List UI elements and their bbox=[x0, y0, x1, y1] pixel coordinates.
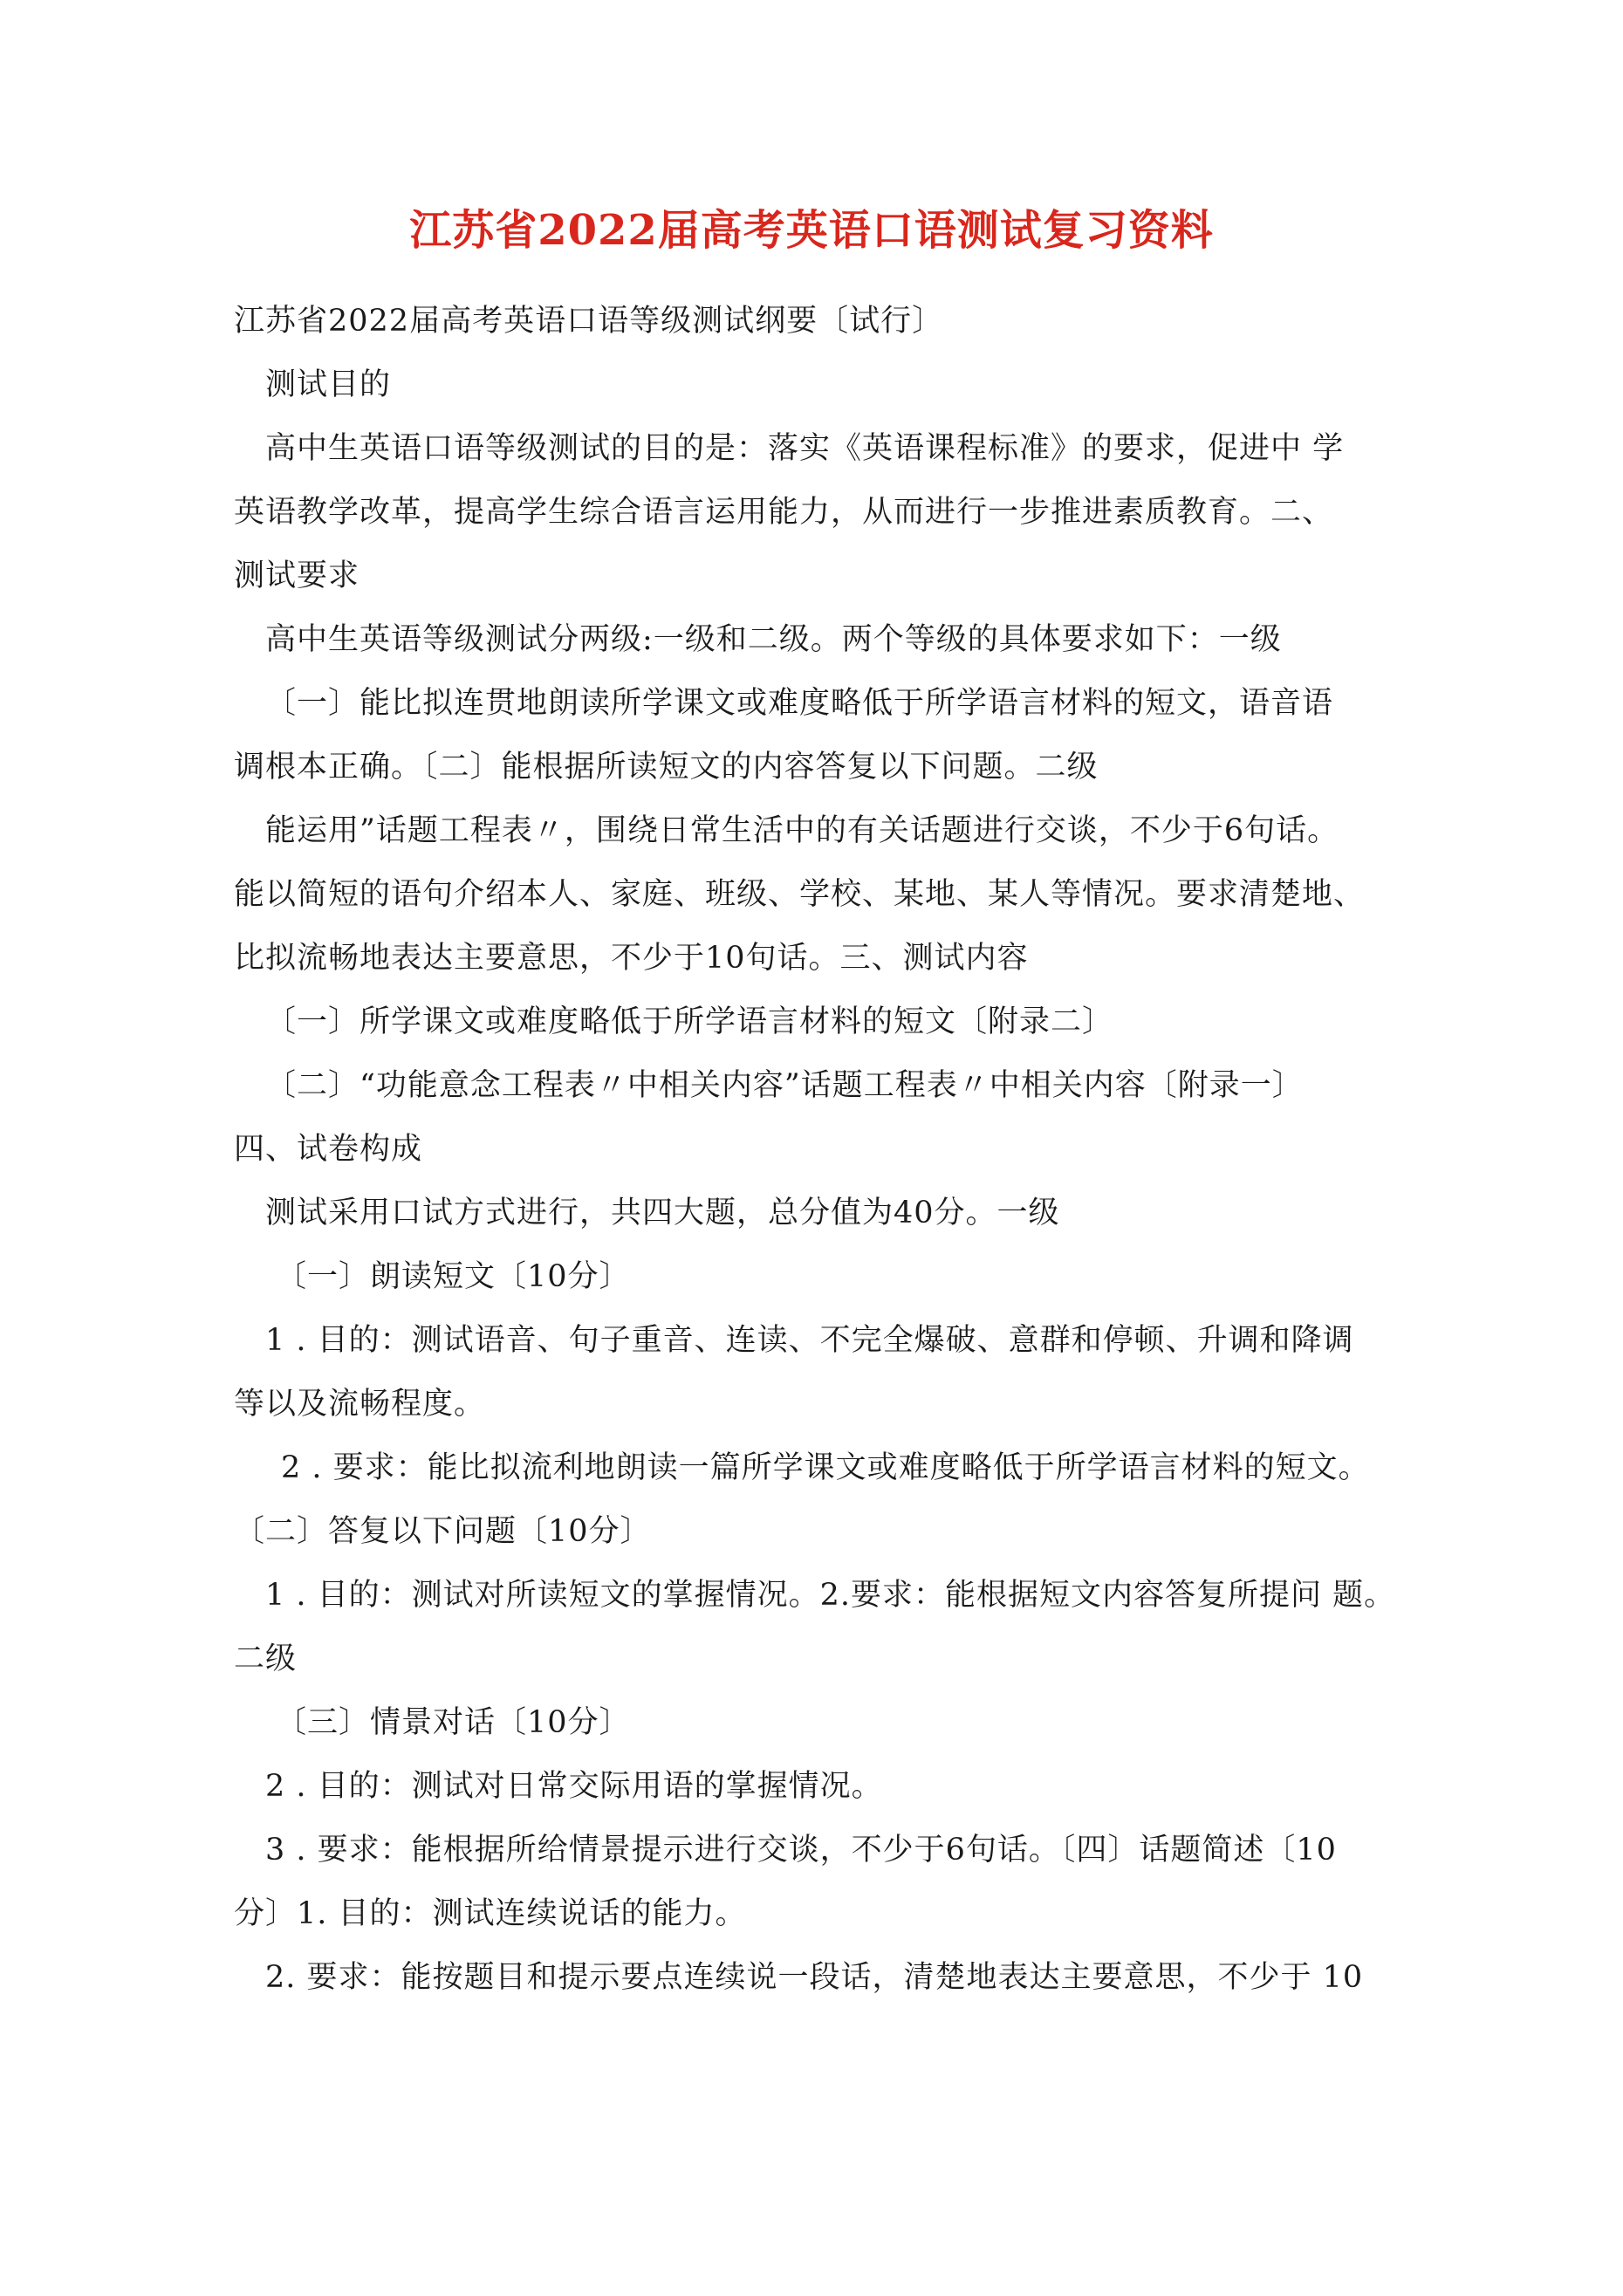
paragraph-line: 等以及流畅程度。 bbox=[234, 1387, 486, 1422]
document-title: 江苏省2022届高考英语口语测试复习资料 bbox=[409, 206, 1214, 255]
paragraph-line: 1 . 目的：测试语音、句子重音、连读、不完全爆破、意群和停顿、升调和降调 bbox=[265, 1323, 1354, 1358]
paragraph-line: 2. 要求：能按题目和提示要点连续说一段话，清楚地表达主要意思，不少于 10 bbox=[265, 1960, 1364, 1995]
paragraph-line: 2 . 目的：测试对日常交际用语的掌握情况。 bbox=[265, 1769, 883, 1804]
paragraph-line: 〔二〕答复以下问题〔10分〕 bbox=[234, 1514, 652, 1549]
paragraph-line: 四、试卷构成 bbox=[234, 1132, 423, 1167]
paragraph-line: 能运用”话题工程表〃，围绕日常生活中的有关话题进行交谈，不少于6句话。 bbox=[265, 813, 1339, 848]
paragraph-line: 测试目的 bbox=[265, 367, 392, 402]
paragraph-line: 3 . 要求：能根据所给情景提示进行交谈，不少于6句话。〔四〕话题简述〔10 bbox=[265, 1833, 1337, 1868]
paragraph-line: 〔一〕所学课文或难度略低于所学语言材料的短文〔附录二〕 bbox=[265, 1004, 1114, 1039]
paragraph-line: 能以简短的语句介绍本人、家庭、班级、学校、某地、某人等情况。要求清楚地、 bbox=[234, 877, 1366, 912]
paragraph-line: 〔一〕能比拟连贯地朗读所学课文或难度略低于所学语言材料的短文，语音语 bbox=[265, 686, 1334, 721]
paragraph-line: 高中生英语等级测试分两级:一级和二级。两个等级的具体要求如下：一级 bbox=[265, 622, 1282, 657]
paragraph-line: 比拟流畅地表达主要意思，不少于10句话。三、测试内容 bbox=[234, 941, 1029, 976]
paragraph-line: 测试采用口试方式进行，共四大题，总分值为40分。一级 bbox=[265, 1196, 1060, 1230]
paragraph-line: 英语教学改革，提高学生综合语言运用能力，从而进行一步推进素质教育。二、 bbox=[234, 495, 1334, 530]
paragraph-line: 江苏省2022届高考英语口语等级测试纲要〔试行〕 bbox=[234, 304, 944, 339]
document-body bbox=[234, 295, 1421, 2015]
paragraph-line: 2 . 要求：能比拟流利地朗读一篇所学课文或难度略低于所学语言材料的短文。 bbox=[281, 1450, 1370, 1485]
paragraph-line: 高中生英语口语等级测试的目的是：落实《英语课程标准》的要求，促进中 学 bbox=[265, 431, 1345, 466]
paragraph-line: 二级 bbox=[234, 1641, 298, 1676]
paragraph-line: 调根本正确。〔二〕能根据所读短文的内容答复以下问题。二级 bbox=[234, 750, 1099, 785]
paragraph-line: 〔一〕朗读短文〔10分〕 bbox=[276, 1259, 631, 1294]
paragraph-line: 1 . 目的：测试对所读短文的掌握情况。2.要求：能根据短文内容答复所提问 题。 bbox=[265, 1578, 1396, 1613]
paragraph-line: 分〕1. 目的：测试连续说话的能力。 bbox=[234, 1896, 747, 1931]
paragraph-line: 〔三〕情景对话〔10分〕 bbox=[276, 1705, 631, 1740]
paragraph-line: 测试要求 bbox=[234, 559, 360, 593]
paragraph-line: 〔二〕“功能意念工程表〃中相关内容”话题工程表〃中相关内容〔附录一〕 bbox=[265, 1068, 1304, 1103]
